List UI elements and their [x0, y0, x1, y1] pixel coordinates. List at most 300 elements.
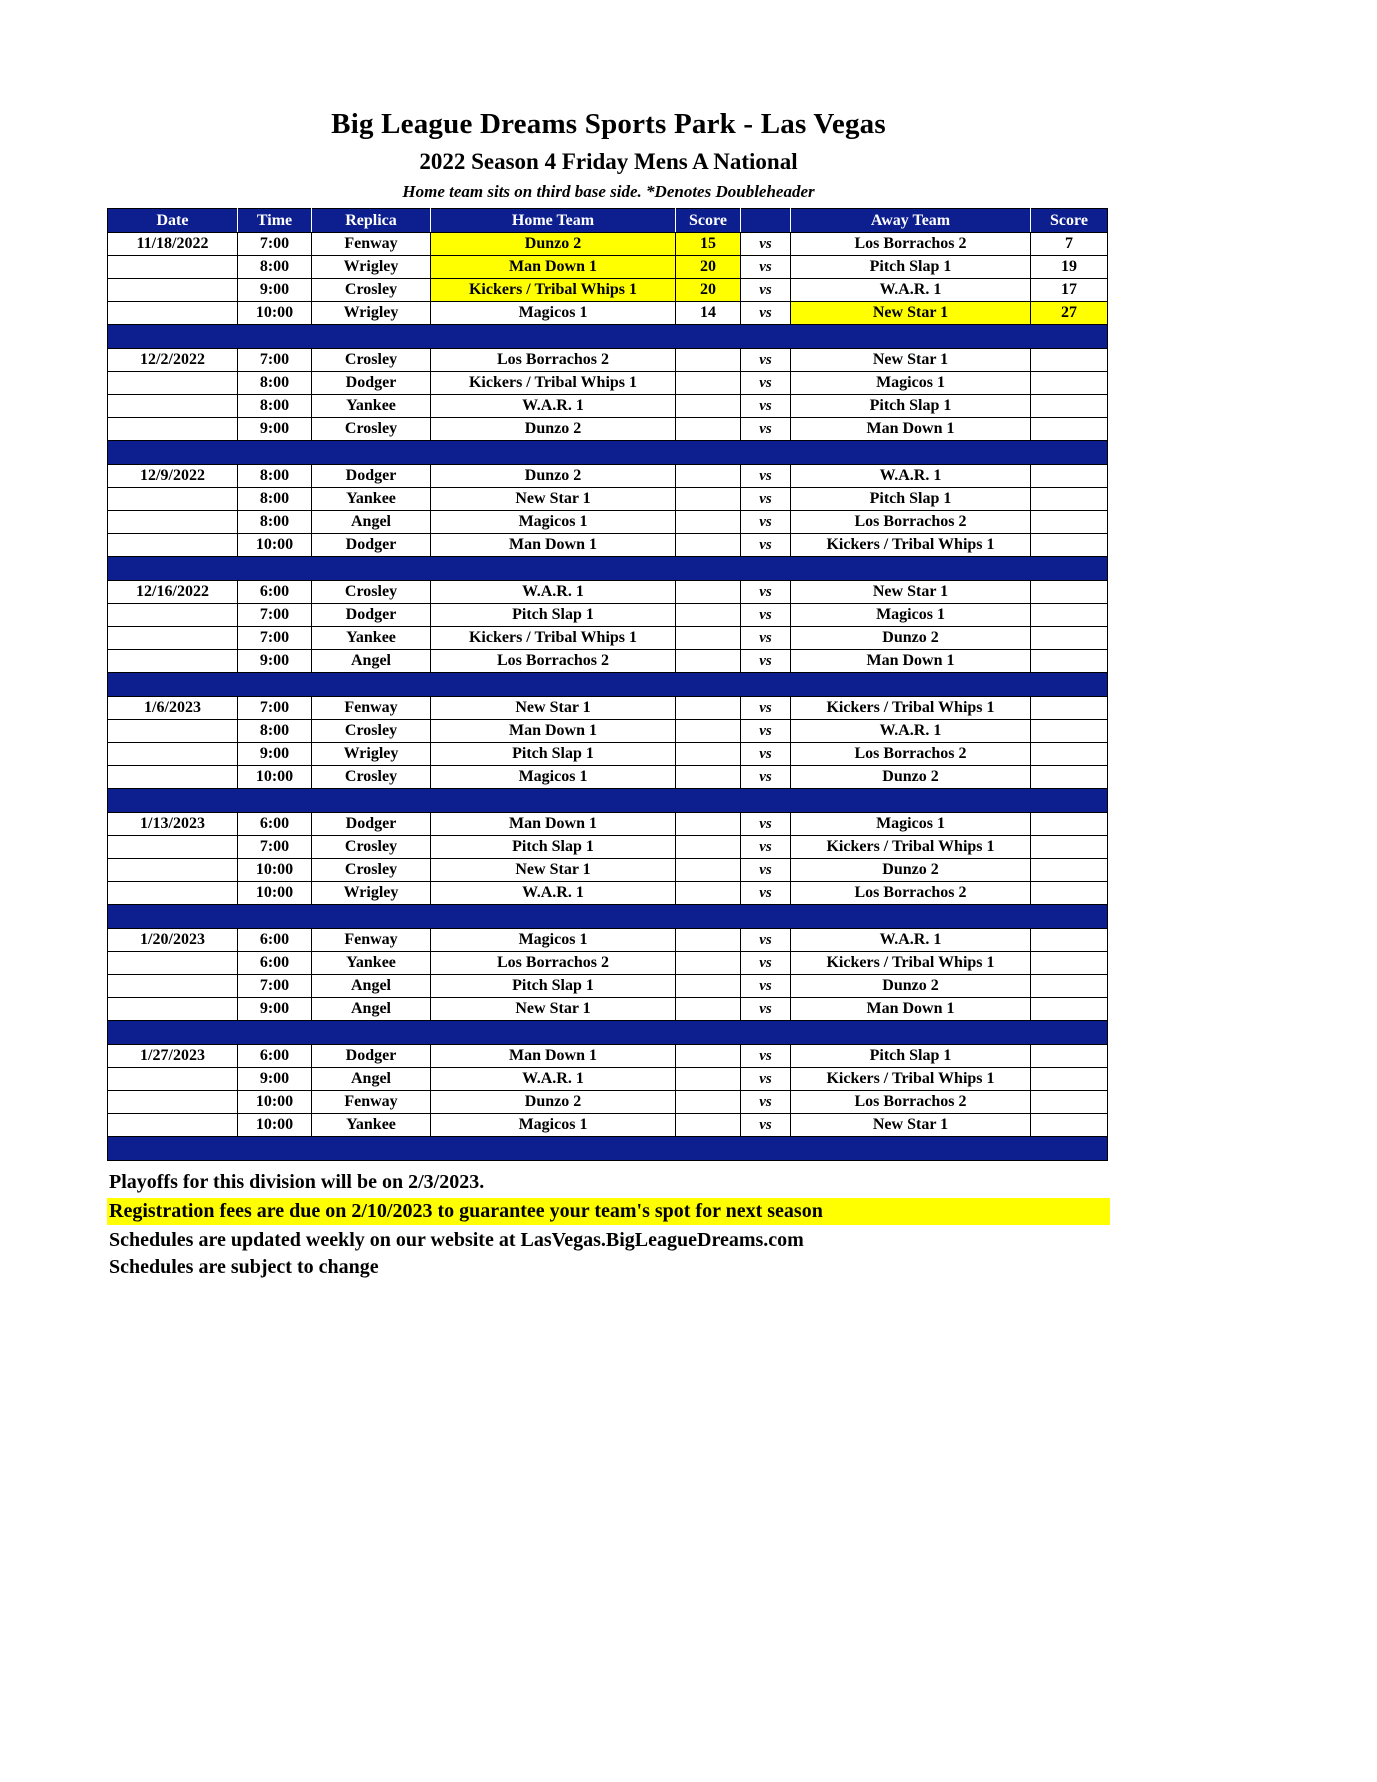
subject-to-change-note: Schedules are subject to change: [109, 1256, 379, 1278]
time-cell: 10:00: [238, 534, 312, 557]
vs-cell: vs: [741, 766, 791, 789]
date-cell: [108, 1091, 238, 1114]
home-team-cell: Magicos 1: [431, 929, 676, 952]
home-team-cell: Pitch Slap 1: [431, 975, 676, 998]
replica-cell: Crosley: [312, 279, 431, 302]
away-score-cell: [1031, 743, 1108, 766]
replica-cell: Crosley: [312, 418, 431, 441]
away-score-cell: 27: [1031, 302, 1108, 325]
group-separator: [108, 789, 1108, 813]
time-cell: 7:00: [238, 836, 312, 859]
home-score-cell: [676, 650, 741, 673]
time-cell: 10:00: [238, 766, 312, 789]
date-cell: [108, 511, 238, 534]
home-team-cell: Kickers / Tribal Whips 1: [431, 627, 676, 650]
away-team-cell: Magicos 1: [791, 813, 1031, 836]
time-cell: 10:00: [238, 1114, 312, 1137]
date-cell: [108, 743, 238, 766]
home-team-cell: Los Borrachos 2: [431, 349, 676, 372]
home-team-cell: Man Down 1: [431, 534, 676, 557]
schedule-row: [108, 395, 1108, 418]
vs-cell: vs: [741, 349, 791, 372]
replica-cell: Crosley: [312, 581, 431, 604]
away-team-cell: Pitch Slap 1: [791, 395, 1031, 418]
time-cell: 7:00: [238, 604, 312, 627]
away-team-cell: Dunzo 2: [791, 766, 1031, 789]
vs-cell: vs: [741, 581, 791, 604]
replica-cell: Wrigley: [312, 302, 431, 325]
away-score-cell: [1031, 627, 1108, 650]
home-team-cell: Kickers / Tribal Whips 1: [431, 279, 676, 302]
time-cell: 9:00: [238, 279, 312, 302]
vs-cell: vs: [741, 720, 791, 743]
vs-cell: vs: [741, 488, 791, 511]
date-cell: [108, 882, 238, 905]
home-score-cell: [676, 581, 741, 604]
away-score-cell: [1031, 882, 1108, 905]
time-cell: 8:00: [238, 372, 312, 395]
home-team-cell: Man Down 1: [431, 813, 676, 836]
date-cell: [108, 604, 238, 627]
vs-cell: vs: [741, 1091, 791, 1114]
away-score-cell: [1031, 511, 1108, 534]
away-score-cell: 17: [1031, 279, 1108, 302]
group-separator-bar: [108, 1137, 1108, 1161]
schedule-row: [108, 1091, 1108, 1114]
group-separator-bar: [108, 673, 1108, 697]
replica-cell: Dodger: [312, 604, 431, 627]
home-team-cell: Pitch Slap 1: [431, 743, 676, 766]
date-cell: [108, 720, 238, 743]
away-team-cell: Kickers / Tribal Whips 1: [791, 534, 1031, 557]
away-team-cell: W.A.R. 1: [791, 465, 1031, 488]
registration-note: Registration fees are due on 2/10/2023 to guarantee your team's spot for next season: [107, 1198, 1110, 1225]
away-score-cell: [1031, 998, 1108, 1021]
vs-cell: vs: [741, 697, 791, 720]
time-cell: 8:00: [238, 395, 312, 418]
away-team-cell: Dunzo 2: [791, 975, 1031, 998]
away-team-cell: W.A.R. 1: [791, 929, 1031, 952]
time-cell: 7:00: [238, 233, 312, 256]
replica-cell: Angel: [312, 998, 431, 1021]
away-score-cell: [1031, 975, 1108, 998]
vs-cell: vs: [741, 998, 791, 1021]
date-cell: 1/27/2023: [108, 1045, 238, 1068]
schedule-row: [108, 882, 1108, 905]
schedule-row: [108, 998, 1108, 1021]
home-score-cell: [676, 1114, 741, 1137]
away-score-cell: [1031, 929, 1108, 952]
home-team-cell: Magicos 1: [431, 302, 676, 325]
group-separator: [108, 1137, 1108, 1161]
schedule-row: [108, 465, 1108, 488]
home-team-cell: W.A.R. 1: [431, 882, 676, 905]
time-cell: 7:00: [238, 697, 312, 720]
home-score-cell: [676, 395, 741, 418]
time-cell: 9:00: [238, 998, 312, 1021]
away-score-cell: [1031, 372, 1108, 395]
schedule-row: [108, 418, 1108, 441]
vs-cell: vs: [741, 418, 791, 441]
vs-cell: vs: [741, 302, 791, 325]
replica-cell: Crosley: [312, 720, 431, 743]
vs-cell: vs: [741, 534, 791, 557]
date-cell: [108, 395, 238, 418]
schedule-row: [108, 813, 1108, 836]
replica-cell: Dodger: [312, 465, 431, 488]
schedule-row: [108, 975, 1108, 998]
away-team-cell: Man Down 1: [791, 650, 1031, 673]
away-team-cell: Los Borrachos 2: [791, 1091, 1031, 1114]
replica-cell: Wrigley: [312, 256, 431, 279]
vs-cell: vs: [741, 1114, 791, 1137]
header-time: Time: [238, 209, 312, 233]
schedule-row: [108, 372, 1108, 395]
home-team-cell: Dunzo 2: [431, 233, 676, 256]
vs-cell: vs: [741, 511, 791, 534]
home-team-cell: New Star 1: [431, 859, 676, 882]
away-team-cell: Kickers / Tribal Whips 1: [791, 697, 1031, 720]
time-cell: 8:00: [238, 720, 312, 743]
schedule-row: [108, 511, 1108, 534]
date-cell: 12/16/2022: [108, 581, 238, 604]
schedule-row: [108, 952, 1108, 975]
home-score-cell: [676, 465, 741, 488]
home-score-cell: [676, 975, 741, 998]
away-team-cell: Pitch Slap 1: [791, 1045, 1031, 1068]
home-score-cell: 14: [676, 302, 741, 325]
group-separator-bar: [108, 1021, 1108, 1045]
home-team-cell: Pitch Slap 1: [431, 836, 676, 859]
date-cell: [108, 627, 238, 650]
home-score-cell: 15: [676, 233, 741, 256]
schedule-row: [108, 1045, 1108, 1068]
away-team-cell: Magicos 1: [791, 372, 1031, 395]
away-score-cell: [1031, 465, 1108, 488]
home-score-cell: [676, 998, 741, 1021]
away-score-cell: [1031, 1114, 1108, 1137]
away-team-cell: Magicos 1: [791, 604, 1031, 627]
away-team-cell: W.A.R. 1: [791, 279, 1031, 302]
schedule-row: [108, 581, 1108, 604]
schedule-table-header: [108, 209, 1108, 233]
schedule-row: [108, 929, 1108, 952]
home-score-cell: [676, 952, 741, 975]
away-score-cell: [1031, 349, 1108, 372]
home-score-cell: [676, 627, 741, 650]
vs-cell: vs: [741, 465, 791, 488]
vs-cell: vs: [741, 859, 791, 882]
time-cell: 9:00: [238, 1068, 312, 1091]
away-score-cell: [1031, 1091, 1108, 1114]
away-score-cell: 7: [1031, 233, 1108, 256]
away-score-cell: [1031, 766, 1108, 789]
vs-cell: vs: [741, 233, 791, 256]
time-cell: 8:00: [238, 465, 312, 488]
replica-cell: Crosley: [312, 836, 431, 859]
away-score-cell: [1031, 395, 1108, 418]
home-team-cell: Los Borrachos 2: [431, 650, 676, 673]
time-cell: 10:00: [238, 302, 312, 325]
home-score-cell: [676, 859, 741, 882]
replica-cell: Yankee: [312, 952, 431, 975]
date-cell: [108, 279, 238, 302]
time-cell: 9:00: [238, 418, 312, 441]
vs-cell: vs: [741, 1068, 791, 1091]
vs-cell: vs: [741, 743, 791, 766]
away-team-cell: Los Borrachos 2: [791, 743, 1031, 766]
away-score-cell: [1031, 952, 1108, 975]
replica-cell: Angel: [312, 975, 431, 998]
time-cell: 6:00: [238, 581, 312, 604]
group-separator: [108, 905, 1108, 929]
replica-cell: Yankee: [312, 627, 431, 650]
time-cell: 9:00: [238, 743, 312, 766]
time-cell: 10:00: [238, 882, 312, 905]
home-score-cell: [676, 511, 741, 534]
replica-cell: Dodger: [312, 1045, 431, 1068]
home-team-cell: Dunzo 2: [431, 1091, 676, 1114]
home-team-cell: New Star 1: [431, 488, 676, 511]
replica-cell: Fenway: [312, 929, 431, 952]
time-cell: 7:00: [238, 627, 312, 650]
away-team-cell: New Star 1: [791, 349, 1031, 372]
home-score-cell: [676, 813, 741, 836]
website-note: Schedules are updated weekly on our website at LasVegas.BigLeagueDreams.com: [109, 1229, 804, 1251]
vs-cell: vs: [741, 813, 791, 836]
time-cell: 7:00: [238, 975, 312, 998]
date-cell: [108, 534, 238, 557]
group-separator-bar: [108, 325, 1108, 349]
schedule-row: [108, 349, 1108, 372]
header-away-team: Away Team: [791, 209, 1031, 233]
vs-cell: vs: [741, 627, 791, 650]
date-cell: [108, 1114, 238, 1137]
group-separator-bar: [108, 789, 1108, 813]
schedule-row: [108, 534, 1108, 557]
replica-cell: Angel: [312, 1068, 431, 1091]
away-score-cell: [1031, 418, 1108, 441]
away-team-cell: Dunzo 2: [791, 859, 1031, 882]
replica-cell: Dodger: [312, 813, 431, 836]
away-team-cell: Kickers / Tribal Whips 1: [791, 1068, 1031, 1091]
away-score-cell: [1031, 836, 1108, 859]
date-cell: [108, 975, 238, 998]
away-team-cell: New Star 1: [791, 302, 1031, 325]
date-cell: [108, 1068, 238, 1091]
date-cell: 12/2/2022: [108, 349, 238, 372]
vs-cell: vs: [741, 279, 791, 302]
away-team-cell: Kickers / Tribal Whips 1: [791, 952, 1031, 975]
home-score-cell: [676, 604, 741, 627]
vs-cell: vs: [741, 1045, 791, 1068]
schedule-row: [108, 650, 1108, 673]
home-score-cell: [676, 766, 741, 789]
home-score-cell: [676, 488, 741, 511]
schedule-row: [108, 1114, 1108, 1137]
home-score-cell: [676, 1091, 741, 1114]
replica-cell: Crosley: [312, 859, 431, 882]
date-cell: [108, 859, 238, 882]
time-cell: 6:00: [238, 929, 312, 952]
away-score-cell: [1031, 581, 1108, 604]
away-score-cell: [1031, 534, 1108, 557]
page-title: Big League Dreams Sports Park - Las Vegas: [331, 108, 886, 140]
vs-cell: vs: [741, 604, 791, 627]
home-score-cell: [676, 836, 741, 859]
away-score-cell: [1031, 650, 1108, 673]
home-score-cell: 20: [676, 279, 741, 302]
header-replica: Replica: [312, 209, 431, 233]
playoffs-note: Playoffs for this division will be on 2/3/2023.: [109, 1171, 485, 1193]
date-cell: [108, 418, 238, 441]
away-score-cell: 19: [1031, 256, 1108, 279]
vs-cell: vs: [741, 650, 791, 673]
home-team-cell: Man Down 1: [431, 720, 676, 743]
page-subtitle: 2022 Season 4 Friday Mens A National: [419, 149, 798, 174]
home-team-cell: Pitch Slap 1: [431, 604, 676, 627]
replica-cell: Dodger: [312, 534, 431, 557]
home-score-cell: 20: [676, 256, 741, 279]
group-separator: [108, 325, 1108, 349]
header-home-score: Score: [676, 209, 741, 233]
home-team-cell: Man Down 1: [431, 256, 676, 279]
replica-cell: Yankee: [312, 395, 431, 418]
group-separator: [108, 1021, 1108, 1045]
home-score-cell: [676, 882, 741, 905]
home-team-cell: Magicos 1: [431, 1114, 676, 1137]
vs-cell: vs: [741, 952, 791, 975]
away-score-cell: [1031, 488, 1108, 511]
home-team-cell: Dunzo 2: [431, 418, 676, 441]
away-team-cell: Man Down 1: [791, 418, 1031, 441]
date-cell: 12/9/2022: [108, 465, 238, 488]
home-score-cell: [676, 1045, 741, 1068]
date-cell: [108, 650, 238, 673]
vs-cell: vs: [741, 256, 791, 279]
schedule-row: [108, 1068, 1108, 1091]
away-score-cell: [1031, 604, 1108, 627]
home-team-cell: Magicos 1: [431, 766, 676, 789]
replica-cell: Fenway: [312, 233, 431, 256]
schedule-row: [108, 279, 1108, 302]
schedule-row: [108, 233, 1108, 256]
schedule-row: [108, 256, 1108, 279]
home-score-cell: [676, 743, 741, 766]
away-team-cell: Los Borrachos 2: [791, 882, 1031, 905]
replica-cell: Crosley: [312, 766, 431, 789]
replica-cell: Angel: [312, 650, 431, 673]
vs-cell: vs: [741, 836, 791, 859]
date-cell: [108, 836, 238, 859]
home-team-cell: W.A.R. 1: [431, 1068, 676, 1091]
replica-cell: Yankee: [312, 1114, 431, 1137]
vs-cell: vs: [741, 372, 791, 395]
header-vs: [741, 209, 791, 233]
home-score-cell: [676, 372, 741, 395]
schedule-row: [108, 302, 1108, 325]
vs-cell: vs: [741, 395, 791, 418]
away-team-cell: Man Down 1: [791, 998, 1031, 1021]
home-score-cell: [676, 534, 741, 557]
away-score-cell: [1031, 859, 1108, 882]
group-separator: [108, 441, 1108, 465]
date-cell: 11/18/2022: [108, 233, 238, 256]
schedule-row: [108, 488, 1108, 511]
time-cell: 8:00: [238, 256, 312, 279]
away-team-cell: New Star 1: [791, 1114, 1031, 1137]
schedule-row: [108, 697, 1108, 720]
date-cell: [108, 952, 238, 975]
away-team-cell: Kickers / Tribal Whips 1: [791, 836, 1031, 859]
date-cell: [108, 302, 238, 325]
away-score-cell: [1031, 720, 1108, 743]
date-cell: [108, 256, 238, 279]
home-score-cell: [676, 720, 741, 743]
group-separator-bar: [108, 441, 1108, 465]
home-score-cell: [676, 929, 741, 952]
group-separator-bar: [108, 557, 1108, 581]
date-cell: 1/20/2023: [108, 929, 238, 952]
schedule-row: [108, 743, 1108, 766]
home-score-cell: [676, 697, 741, 720]
home-team-cell: Dunzo 2: [431, 465, 676, 488]
replica-cell: Wrigley: [312, 743, 431, 766]
home-team-cell: Man Down 1: [431, 1045, 676, 1068]
schedule-row: [108, 604, 1108, 627]
replica-cell: Crosley: [312, 349, 431, 372]
schedule-row: [108, 627, 1108, 650]
schedule-row: [108, 859, 1108, 882]
away-team-cell: New Star 1: [791, 581, 1031, 604]
home-team-cell: W.A.R. 1: [431, 581, 676, 604]
time-cell: 6:00: [238, 1045, 312, 1068]
home-team-cell: Los Borrachos 2: [431, 952, 676, 975]
replica-cell: Fenway: [312, 1091, 431, 1114]
vs-cell: vs: [741, 929, 791, 952]
group-separator: [108, 673, 1108, 697]
home-team-cell: New Star 1: [431, 697, 676, 720]
schedule-table-body: [108, 233, 1108, 1161]
away-score-cell: [1031, 1068, 1108, 1091]
away-team-cell: Dunzo 2: [791, 627, 1031, 650]
schedule-row: [108, 720, 1108, 743]
replica-cell: Angel: [312, 511, 431, 534]
group-separator-bar: [108, 905, 1108, 929]
replica-cell: Fenway: [312, 697, 431, 720]
home-score-cell: [676, 349, 741, 372]
time-cell: 6:00: [238, 813, 312, 836]
time-cell: 9:00: [238, 650, 312, 673]
away-score-cell: [1031, 1045, 1108, 1068]
replica-cell: Wrigley: [312, 882, 431, 905]
away-score-cell: [1031, 813, 1108, 836]
away-team-cell: Los Borrachos 2: [791, 511, 1031, 534]
home-team-cell: Magicos 1: [431, 511, 676, 534]
replica-cell: Yankee: [312, 488, 431, 511]
schedule-note: Home team sits on third base side. *Denotes Doubleheader: [402, 182, 815, 201]
date-cell: [108, 998, 238, 1021]
time-cell: 7:00: [238, 349, 312, 372]
date-cell: [108, 488, 238, 511]
time-cell: 6:00: [238, 952, 312, 975]
schedule-row: [108, 766, 1108, 789]
vs-cell: vs: [741, 882, 791, 905]
vs-cell: vs: [741, 975, 791, 998]
header-date: Date: [108, 209, 238, 233]
away-team-cell: W.A.R. 1: [791, 720, 1031, 743]
header-home-team: Home Team: [431, 209, 676, 233]
